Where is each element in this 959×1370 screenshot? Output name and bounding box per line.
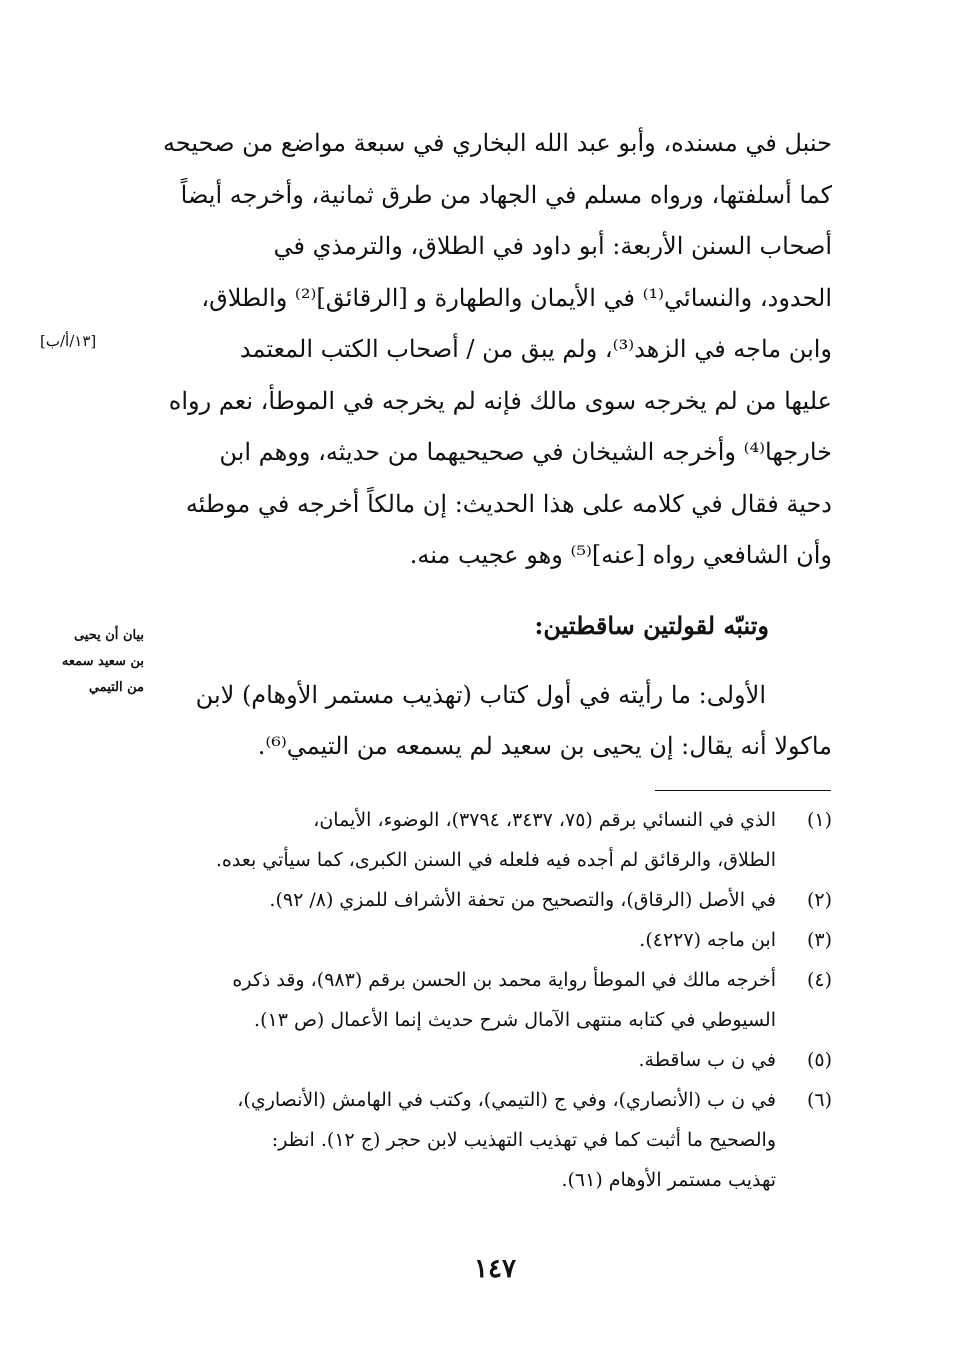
footnote-line: في ن ب (الأنصاري)، وفي ج (التيمي)، وكتب في الهامش (الأنصاري)، bbox=[237, 1089, 776, 1111]
footnote-number: (٥) bbox=[806, 1049, 832, 1071]
text-line: الأولى: ما رأيته في أول كتاب (تهذيب مستمر الأوهام) لابن bbox=[195, 681, 766, 709]
footnote-5 bbox=[160, 1040, 832, 1080]
margin-note-line: من التيمي bbox=[88, 680, 144, 695]
footnote-line: ابن ماجه (٤٢٢٧). bbox=[639, 929, 776, 951]
text-line: عليها من لم يخرجه سوى مالك فإنه لم يخرجه في الموطأ، نعم رواه bbox=[168, 386, 832, 415]
text-line: كما أسلفتها، ورواه مسلم في الجهاد من طرق ثمانية، وأخرجه أيضاً bbox=[180, 180, 832, 209]
text-line: وابن ماجه في الزهد⁽³⁾، ولم يبق من / أصحاب الكتب المعتمد bbox=[239, 335, 832, 363]
text-line: الحدود، والنسائي⁽¹⁾ في الأيمان والطهارة و [الرقائق]⁽²⁾ والطلاق، bbox=[201, 283, 832, 312]
footnote-6 bbox=[160, 1080, 832, 1200]
footnote-number: (٣) bbox=[806, 929, 832, 951]
main-paragraph bbox=[160, 118, 832, 582]
footnote-3 bbox=[160, 920, 832, 960]
footnote-line: الطلاق، والرقائق لم أجده فيه فلعله في السنن الكبرى، كما سيأتي بعده. bbox=[215, 849, 776, 871]
footnote-line: أخرجه مالك في الموطأ رواية محمد بن الحسن برقم (٩٨٣)، وقد ذكره bbox=[232, 969, 776, 991]
text-line: أصحاب السنن الأربعة: أبو داود في الطلاق، والترمذي في bbox=[273, 232, 832, 260]
manuscript-folio-reference: [١٣/أ/ب] bbox=[40, 332, 97, 350]
footnote-separator bbox=[655, 790, 831, 791]
section-heading: وتنبّه لقولتين ساقطتين: bbox=[534, 611, 769, 640]
footnote-number: (١) bbox=[806, 809, 832, 831]
footnote-line: في ن ب ساقطة. bbox=[638, 1049, 776, 1071]
footnotes bbox=[160, 800, 832, 1200]
footnote-2 bbox=[160, 880, 832, 920]
footnote-line: والصحيح ما أثبت كما في تهذيب التهذيب لابن حجر (ج ١٢). انظر: bbox=[271, 1129, 776, 1151]
margin-note bbox=[26, 623, 144, 701]
footnote-line: الذي في النسائي برقم (٧٥، ٣٤٣٧، ٣٧٩٤)، الوضوء، الأيمان، bbox=[313, 809, 776, 831]
footnote-line: السيوطي في كتابه منتهى الآمال شرح حديث إنما الأعمال (ص ١٣). bbox=[254, 1009, 776, 1031]
footnote-number: (٦) bbox=[806, 1089, 832, 1111]
page-number: ١٤٧ bbox=[474, 1254, 516, 1284]
text-line: حنبل في مسنده، وأبو عبد الله البخاري في سبعة مواضع من صحيحه bbox=[163, 129, 832, 157]
text-line: خارجها⁽⁴⁾ وأخرجه الشيخان في صحيحيهما من حديثه، ووهم ابن bbox=[219, 438, 832, 466]
margin-note-line: بن سعيد سمعه bbox=[61, 654, 144, 669]
text-line: وأن الشافعي رواه [عنه]⁽⁵⁾ وهو عجيب منه. bbox=[409, 541, 832, 569]
footnote-1 bbox=[160, 800, 832, 880]
text-line: دحية فقال في كلامه على هذا الحديث: إن مالكاً أخرجه في موطئه bbox=[185, 489, 832, 518]
text-line: ماكولا أنه يقال: إن يحيى بن سعيد لم يسمعه من التيمي⁽⁶⁾. bbox=[257, 732, 832, 760]
footnote-4 bbox=[160, 960, 832, 1040]
second-paragraph bbox=[160, 670, 832, 772]
footnote-number: (٤) bbox=[806, 969, 832, 991]
footnote-number: (٢) bbox=[806, 889, 832, 911]
footnote-line: في الأصل (الرقاق)، والتصحيح من تحفة الأشراف للمزي (٨/ ٩٢). bbox=[269, 889, 776, 911]
margin-note-line: بيان أن يحيى bbox=[73, 628, 144, 643]
footnote-line: تهذيب مستمر الأوهام (٦١). bbox=[561, 1169, 776, 1191]
